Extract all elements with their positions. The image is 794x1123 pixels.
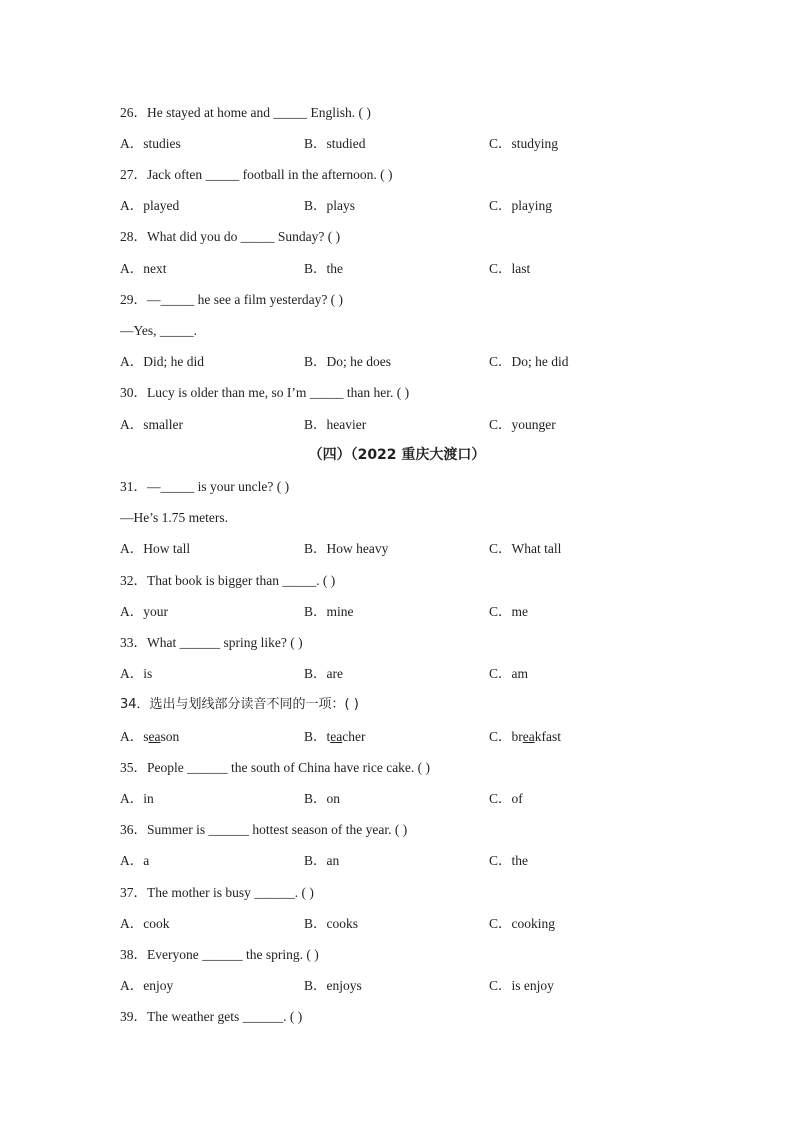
option-a: A．is xyxy=(120,666,153,681)
question-39-stem: 39．The weather gets ______. ( ) xyxy=(120,1009,303,1024)
option-c-underlined: ea xyxy=(522,729,535,744)
option-a: A．next xyxy=(120,261,167,276)
option-a: A．smaller xyxy=(120,417,183,432)
question-31-response: —He’s 1.75 meters. xyxy=(120,510,228,525)
option-a: A．a xyxy=(120,853,150,868)
option-a: A．played xyxy=(120,198,180,213)
option-a: A．cook xyxy=(120,916,170,931)
option-b xyxy=(304,729,365,745)
option-b: B．are xyxy=(304,666,343,681)
question-29-response: —Yes, _____. xyxy=(120,323,198,338)
option-c: C．am xyxy=(489,666,528,681)
question-31-stem: 31．—_____ is your uncle? ( ) xyxy=(120,479,290,494)
option-c-prefix: C．br xyxy=(489,729,523,744)
option-a-suffix: son xyxy=(160,729,180,744)
option-b: B．cooks xyxy=(304,916,358,931)
question-30-stem: 30．Lucy is older than me, so I’m _____ than her. ( ) xyxy=(120,385,410,400)
option-b: B．Do; he does xyxy=(304,354,391,369)
question-37-stem: 37．The mother is busy ______. ( ) xyxy=(120,885,314,900)
question-29-stem: 29．—_____ he see a film yesterday? ( ) xyxy=(120,292,344,307)
question-34-stem: 34．选出与划线部分读音不同的一项：( ) xyxy=(120,697,359,712)
question-27-stem: 27．Jack often _____ football in the afternoon. ( ) xyxy=(120,167,393,182)
option-a: A．enjoy xyxy=(120,978,174,993)
question-26-stem: 26．He stayed at home and _____ English. ( ) xyxy=(120,105,371,120)
question-35-stem: 35．People ______ the south of China have rice cake. ( ) xyxy=(120,760,431,775)
option-b: B．studied xyxy=(304,136,366,151)
option-b: B．heavier xyxy=(304,417,367,432)
option-b: B．an xyxy=(304,853,340,868)
option-c: C．is enjoy xyxy=(489,978,554,993)
option-c: C．cooking xyxy=(489,916,555,931)
option-c: C．the xyxy=(489,853,528,868)
option-b: B．mine xyxy=(304,604,354,619)
option-b: B．enjoys xyxy=(304,978,362,993)
option-c: C．playing xyxy=(489,198,552,213)
option-c: C．Do; he did xyxy=(489,354,569,369)
question-28-stem: 28．What did you do _____ Sunday? ( ) xyxy=(120,229,341,244)
option-b-suffix: cher xyxy=(342,729,366,744)
question-38-stem: 38．Everyone ______ the spring. ( ) xyxy=(120,947,319,962)
option-c: C．of xyxy=(489,791,523,806)
option-c-suffix: kfast xyxy=(534,729,561,744)
option-a-prefix: A．s xyxy=(120,729,149,744)
option-b: B．plays xyxy=(304,198,356,213)
option-c: C．me xyxy=(489,604,528,619)
option-c: C．studying xyxy=(489,136,559,151)
option-a: A．in xyxy=(120,791,154,806)
option-a xyxy=(120,729,179,745)
option-b: B．How heavy xyxy=(304,541,389,556)
option-c: C．What tall xyxy=(489,541,562,556)
option-a-underlined: ea xyxy=(148,729,161,744)
option-a: A．studies xyxy=(120,136,181,151)
question-32-stem: 32．That book is bigger than _____. ( ) xyxy=(120,573,336,588)
question-33-stem: 33．What ______ spring like? ( ) xyxy=(120,635,303,650)
section-heading: （四）（2022 重庆大渡口） xyxy=(308,447,486,463)
option-a: A．How tall xyxy=(120,541,191,556)
option-b-underlined: ea xyxy=(330,729,343,744)
option-b-prefix: B．t xyxy=(304,729,331,744)
option-c: C．last xyxy=(489,261,531,276)
option-a: A．your xyxy=(120,604,168,619)
option-c: C．younger xyxy=(489,417,556,432)
option-a: A．Did; he did xyxy=(120,354,204,369)
question-36-stem: 36．Summer is ______ hottest season of the year. ( ) xyxy=(120,822,408,837)
option-c xyxy=(489,729,561,745)
option-b: B．the xyxy=(304,261,343,276)
option-b: B．on xyxy=(304,791,341,806)
